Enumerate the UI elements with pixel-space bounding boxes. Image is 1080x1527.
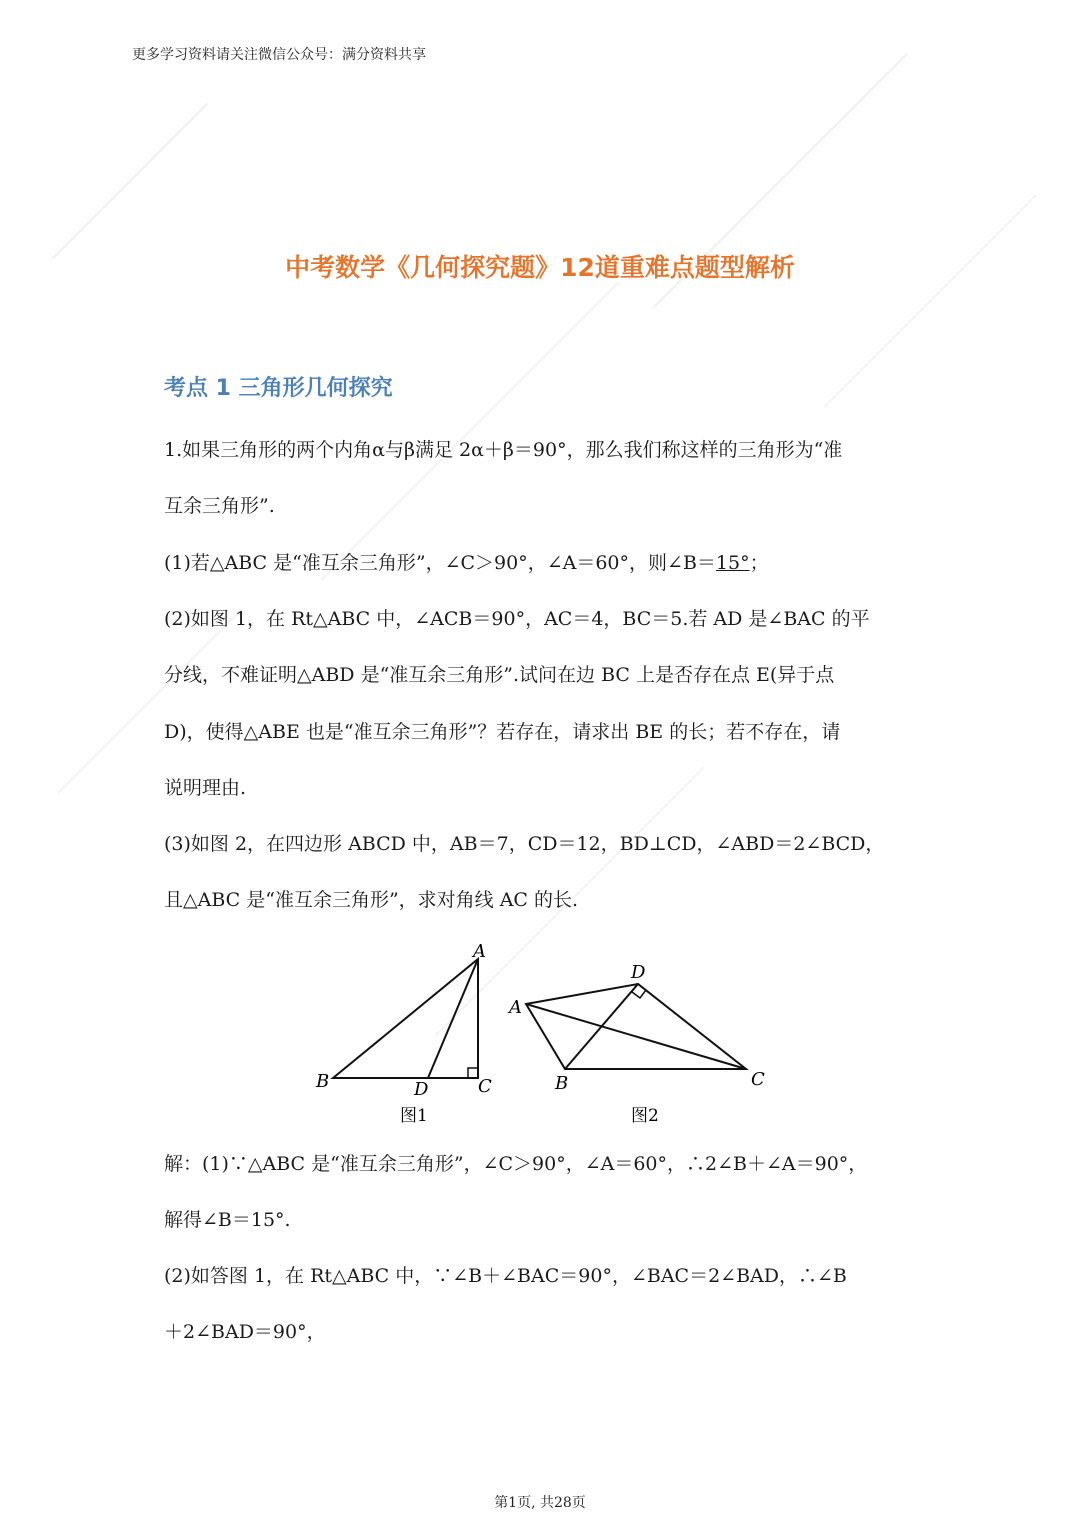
figure-1-caption: 图1 (400, 1106, 428, 1126)
question-1-end: ； (749, 552, 769, 574)
watermark-mark (823, 194, 1037, 408)
problem-intro-text-1: 1.如果三角形的两个内角α与β满足 2α＋β＝90°，那么我们称这样的三角形为“准 (164, 439, 843, 461)
figure-1-label-d: D (414, 1079, 429, 1100)
question-2-line-2: 分线，不难证明△ABD 是“准互余三角形”.试问在边 BC 上是否存在点 E(异于点 (164, 664, 835, 686)
figure-2 (526, 984, 746, 1069)
solution-2-line-1: (2)如答图 1，在 Rt△ABC 中，∵∠B＋∠BAC＝90°，∠BAC＝2∠BAD，∴∠B (164, 1265, 847, 1287)
question-2-line-1: (2)如图 1，在 Rt△ABC 中，∠ACB＝90°，AC＝4，BC＝5.若 AD 是∠BAC 的平 (164, 608, 870, 630)
figure-2-quadrilateral (526, 984, 746, 1069)
figures-svg (300, 935, 800, 1135)
question-1-text: (1)若△ABC 是“准互余三角形”，∠C＞90°，∠A＝60°，则∠B＝ (164, 552, 716, 574)
figure-1-bisector-ad (428, 959, 478, 1078)
figure-2-label-a: A (509, 997, 522, 1018)
figure-2-right-angle-mark (632, 990, 646, 998)
watermark-mark (321, 282, 619, 580)
header-note: 更多学习资料请关注微信公众号：满分资料共享 (132, 47, 426, 63)
question-1 (164, 549, 924, 577)
solution-2-line-2: ＋2∠BAD＝90°， (164, 1321, 326, 1343)
figure-1-label-c: C (478, 1076, 492, 1097)
figure-2-label-c: C (751, 1069, 765, 1090)
question-3-line-2: 且△ABC 是“准互余三角形”，求对角线 AC 的长. (164, 889, 579, 911)
figure-1-label-a: A (473, 941, 486, 962)
solution-1-line-2: 解得∠B＝15°. (164, 1209, 291, 1231)
page-title: 中考数学《几何探究题》12道重难点题型解析 (285, 253, 795, 282)
figure-2-caption: 图2 (631, 1106, 659, 1126)
question-3-line-1: (3)如图 2，在四边形 ABCD 中，AB＝7，CD＝12，BD⊥CD，∠ABD＝2∠BCD， (164, 833, 885, 855)
question-2-line-3: D)，使得△ABE 也是“准互余三角形”？若存在，请求出 BE 的长；若不存在，请 (164, 721, 841, 743)
section-heading: 考点 1 三角形几何探究 (164, 376, 393, 401)
watermark-mark (52, 103, 209, 260)
figure-2-diagonal-bd (565, 984, 638, 1069)
solution-1-line-1: 解：(1)∵△ABC 是“准互余三角形”，∠C＞90°，∠A＝60°，∴2∠B＋∠A＝90°， (164, 1153, 868, 1175)
question-2-line-4: 说明理由. (164, 777, 247, 799)
figures (300, 935, 800, 1135)
figure-1-label-b: B (316, 1071, 330, 1092)
question-1-answer: 15° (715, 552, 750, 574)
figure-2-label-d: D (631, 962, 646, 983)
page-footer: 第1页, 共28页 (494, 1495, 586, 1511)
figure-1 (333, 959, 478, 1078)
problem-intro-line-1 (164, 436, 924, 464)
figure-1-triangle (333, 959, 478, 1078)
watermark-mark (57, 608, 242, 793)
figure-1-right-angle-mark (468, 1068, 478, 1078)
figure-2-label-b: B (555, 1073, 569, 1094)
problem-intro-line-2: 互余三角形”. (164, 495, 275, 517)
